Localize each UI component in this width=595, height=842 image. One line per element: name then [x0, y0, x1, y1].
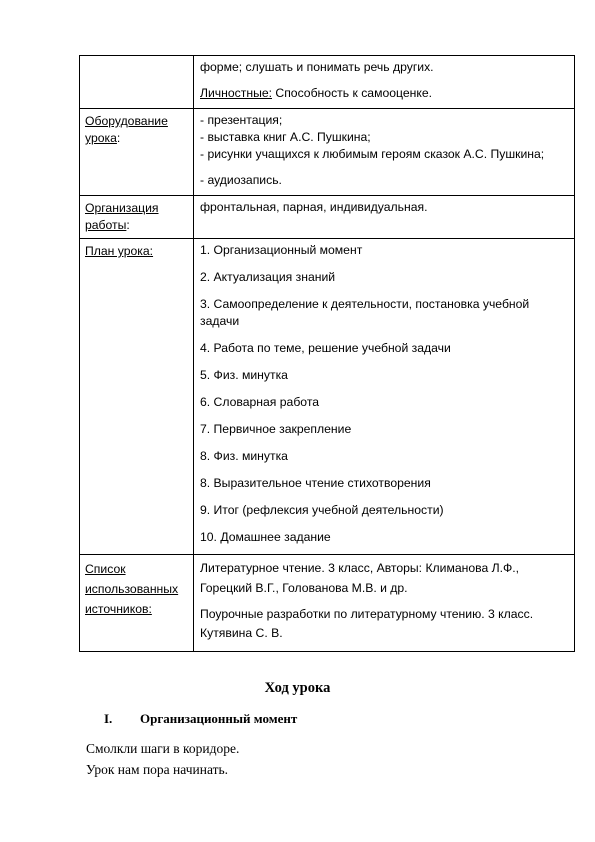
table-row: [80, 555, 575, 652]
equipment-item: - выставка книг А.С. Пушкина;: [200, 130, 371, 144]
row-label-cell: [80, 56, 194, 109]
section-title: [104, 711, 297, 727]
organization-text: фронтальная, парная, индивидуальная.: [200, 200, 428, 214]
list-item: 8. Физ. минутка: [200, 449, 288, 463]
equipment-label-line1: Оборудование: [85, 114, 168, 128]
row-label-cell: [80, 196, 194, 239]
plan-list: [194, 239, 574, 554]
list-item: 7. Первичное закрепление: [200, 422, 352, 436]
table-row: [80, 239, 575, 555]
row-content-cell: [194, 239, 575, 555]
list-item: 2. Актуализация знаний: [200, 270, 336, 284]
list-item: 4. Работа по теме, решение учебной задачи: [200, 341, 451, 355]
poem: [86, 738, 239, 780]
row-label-cell: [80, 109, 194, 196]
organization-label-line1: Организация: [85, 201, 159, 215]
row-content-cell: [194, 56, 575, 109]
equipment-item: - рисунки учащихся к любимым героям сказок А.С. Пушкина;: [200, 147, 545, 161]
list-item: 9. Итог (рефлексия учебной деятельности): [200, 503, 444, 517]
list-item: 6. Словарная работа: [200, 395, 320, 409]
list-item: 5. Физ. минутка: [200, 368, 288, 382]
sources-label-line3: источников:: [85, 602, 152, 616]
poem-line: Смолкли шаги в коридоре.: [86, 741, 240, 756]
section-name: Организационный момент: [140, 711, 298, 726]
equipment-item: - презентация;: [200, 113, 283, 127]
table-row: [80, 56, 575, 109]
equipment-label-line2: урока: [85, 131, 117, 145]
personal-outcome: [200, 85, 570, 102]
sources-label-line1: Список: [85, 562, 126, 576]
continuation-text: форме; слушать и понимать речь других.: [200, 60, 434, 74]
source-item: Литературное чтение. 3 класс, Авторы: Климанова Л.Ф., Горецкий В.Г., Голованова М.В. и др.: [200, 561, 520, 595]
list-item: 8. Выразительное чтение стихотворения: [200, 476, 431, 490]
organization-label-suffix: :: [126, 218, 130, 232]
row-content-cell: [194, 555, 575, 652]
row-label-cell: [80, 555, 194, 652]
section-number: I.: [104, 711, 113, 726]
source-item: Поурочные разработки по литературному чтению. 3 класс. Кутявина С. В.: [200, 607, 534, 640]
personal-text: Способность к самооценке.: [272, 86, 432, 100]
plan-label: План урока:: [85, 244, 154, 258]
table-row: [80, 109, 575, 196]
row-content-cell: [194, 109, 575, 196]
personal-label: Личностные:: [200, 86, 272, 100]
list-item: 10. Домашнее задание: [200, 530, 331, 544]
list-item: 1. Организационный момент: [200, 243, 363, 257]
equipment-label-suffix: :: [116, 131, 121, 145]
list-item: 3. Самоопределение к деятельности, постановка учебной задачи: [200, 297, 530, 328]
lesson-heading: Ход урока: [264, 680, 331, 696]
row-content-cell: [194, 196, 575, 239]
lesson-plan-table: [79, 55, 575, 652]
sources-label-line2: использованных: [85, 582, 179, 596]
poem-line: Урок нам пора начинать.: [86, 762, 229, 777]
table-row: [80, 196, 575, 239]
organization-label-line2: работы: [85, 218, 127, 232]
row-label-cell: [80, 239, 194, 555]
equipment-item: - аудиозапись.: [200, 173, 282, 187]
